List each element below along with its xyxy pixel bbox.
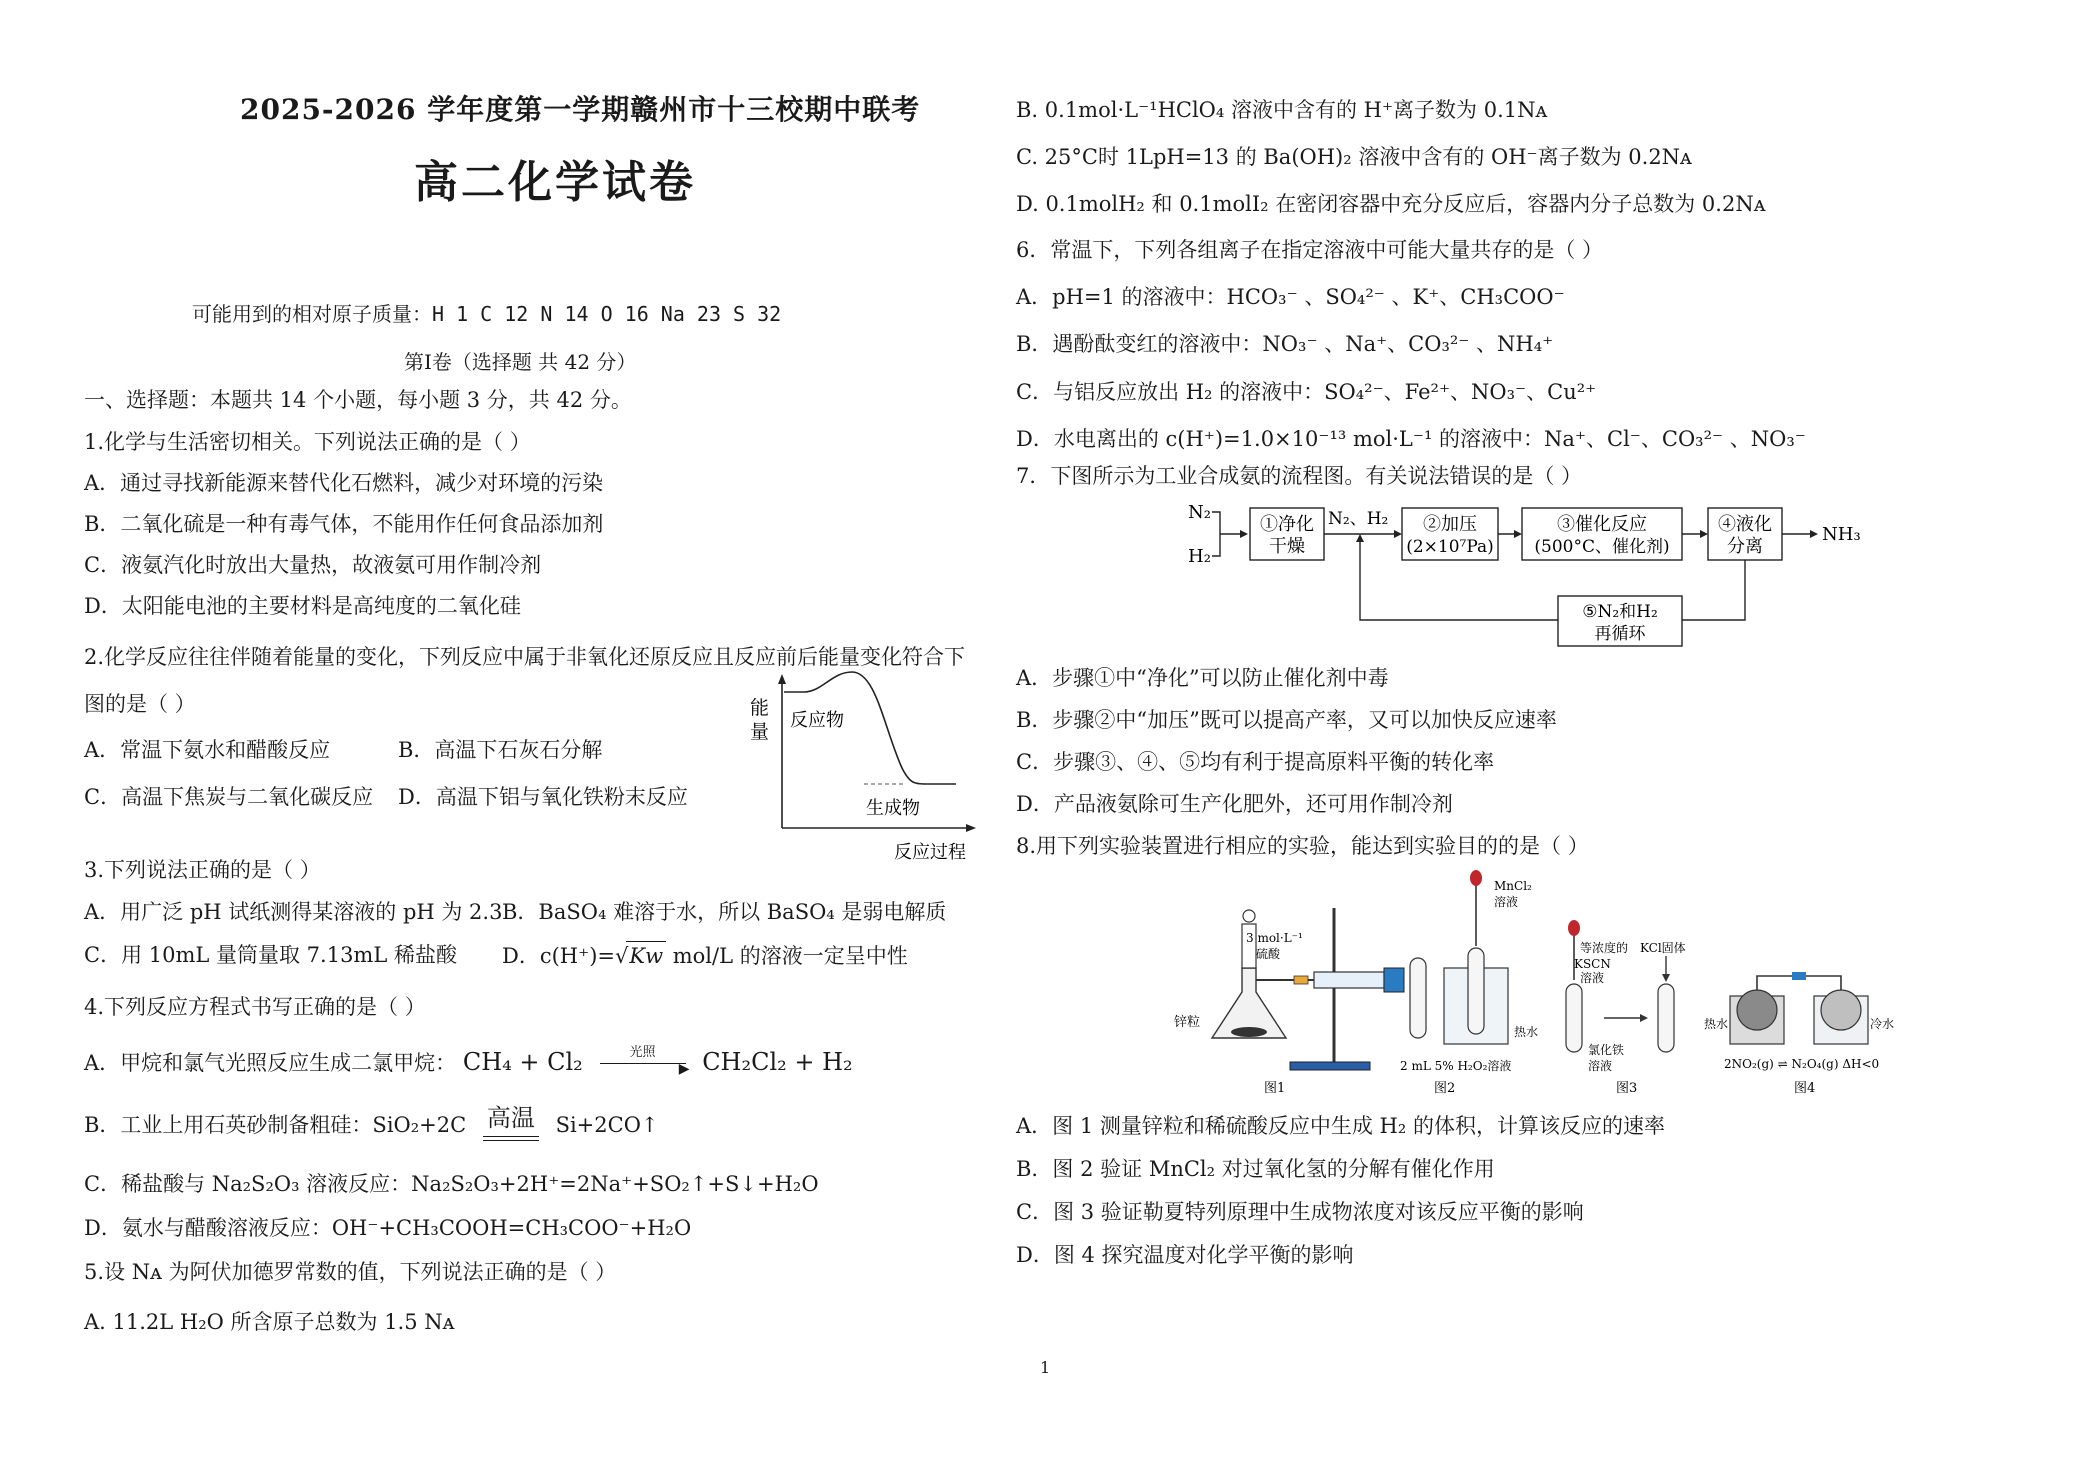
q4-b-suffix: Si+2CO↑ [555, 1113, 659, 1137]
equals-bar [483, 1136, 539, 1141]
fig4-cold-water: 冷水 [1870, 1017, 1895, 1031]
y-axis-arrow-icon [778, 674, 786, 684]
arrow-icon [1700, 530, 1708, 538]
q2-stem-line2: 图的是（ ） [84, 692, 196, 716]
q7-stem: 7．下图所示为工业合成氨的流程图。有关说法错误的是（ ） [1016, 464, 1583, 488]
part1-title: 第Ⅰ卷（选择题 共 42 分） [404, 350, 637, 374]
energy-diagram [744, 668, 984, 864]
fig1-zinc: 锌粒 [1174, 1015, 1201, 1030]
q4-a-prefix: A．甲烷和氯气光照反应生成二氯甲烷： [84, 1051, 457, 1075]
q4-a-condition: 光照 [629, 1045, 656, 1060]
q7-option-b: B．步骤②中“加压”既可以提高产率，又可以加快反应速率 [1016, 708, 1557, 732]
q5-stem: 5.设 Nᴀ 为阿伏加德罗常数的值，下列说法正确的是（ ） [84, 1260, 617, 1284]
flow-box-1-line2: 干燥 [1269, 536, 1305, 557]
q1-option-c: C．液氨汽化时放出大量热，故液氨可用作制冷剂 [84, 553, 542, 577]
q8-option-d: D．图 4 探究温度对化学平衡的影响 [1016, 1243, 1354, 1267]
subject-title: 高二化学试卷 [414, 157, 696, 208]
arrow-icon [1810, 530, 1818, 538]
atomic-masses: 可能用到的相对原子质量：H 1 C 12 N 14 O 16 Na 23 S 32 [192, 302, 782, 326]
fig2-mncl2-solution: 溶液 [1494, 895, 1519, 909]
fig1-acid: 硫酸 [1256, 947, 1281, 961]
q4-b-condition: 高温 [486, 1104, 535, 1132]
y-label-2: 量 [750, 721, 770, 743]
q5-option-a: A. 11.2L H₂O 所含原子总数为 1.5 Nᴀ [84, 1310, 455, 1334]
q4-option-d: D．氨水与醋酸溶液反应：OH⁻+CH₃COOH=CH₃COO⁻+H₂O [84, 1216, 692, 1240]
q5-option-c: C. 25°C时 1LpH=13 的 Ba(OH)₂ 溶液中含有的 OH⁻离子数为 0.2Nᴀ [1016, 145, 1692, 169]
fig3-fecl3-2: 溶液 [1588, 1059, 1613, 1073]
arrow-icon [1514, 530, 1522, 538]
test-tube-left [1410, 958, 1426, 1038]
q3-d-root: Kw [626, 941, 666, 970]
flow-box-4-line2: 分离 [1727, 536, 1763, 557]
fig3-kscn-3: 溶液 [1580, 971, 1605, 985]
q7-option-a: A．步骤①中“净化”可以防止催化剂中毒 [1016, 666, 1389, 690]
arrow-icon [1394, 530, 1402, 538]
q3-option-d [502, 941, 908, 970]
flow-output: NH₃ [1822, 524, 1861, 545]
fig3-kcl: KCl固体 [1640, 941, 1686, 955]
fig2-mncl2: MnCl₂ [1494, 879, 1532, 893]
q7-option-d: D．产品液氨除可生产化肥外，还可用作制冷剂 [1016, 792, 1453, 816]
flow-box-1-line1: ①净化 [1260, 514, 1314, 535]
q8-stem: 8.用下列实验装置进行相应的实验，能达到实验目的的是（ ） [1016, 834, 1589, 858]
q1-option-d: D．太阳能电池的主要材料是高纯度的二氧化硅 [84, 594, 521, 618]
arrow-icon [1240, 530, 1248, 538]
fig3-kscn-2: KSCN [1574, 957, 1611, 971]
q2-stem-line1: 2.化学反应往往伴随着能量的变化，下列反应中属于非氧化还原反应且反应前后能量变化符合下 [84, 645, 966, 669]
fig3-dropper-bulb [1568, 920, 1580, 936]
q6-option-b: B．遇酚酞变红的溶液中：NO₃⁻ 、Na⁺、CO₃²⁻ 、NH₄⁺ [1016, 332, 1554, 356]
fig3-caption: 图3 [1616, 1081, 1638, 1096]
flow-input-h2: H₂ [1188, 546, 1211, 567]
q4-option-a [84, 1045, 853, 1077]
q6-stem: 6．常温下，下列各组离子在指定溶液中可能大量共存的是（ ） [1016, 238, 1604, 262]
experiment-figures [1164, 868, 1895, 1104]
q2-option-d: D．高温下铝与氧化铁粉末反应 [398, 785, 688, 809]
flow-box-2-line2: (2×10⁷Pa) [1406, 537, 1494, 557]
q4-a-lhs: CH₄ + Cl₂ [462, 1048, 583, 1076]
syringe [1314, 972, 1384, 988]
fig1-caption: 图1 [1264, 1081, 1286, 1096]
q8-option-b: B．图 2 验证 MnCl₂ 对过氧化氢的分解有催化作用 [1016, 1157, 1495, 1181]
q8-option-a: A．图 1 测量锌粒和稀硫酸反应中生成 H₂ 的体积，计算该反应的速率 [1016, 1114, 1665, 1138]
section1-heading: 一、选择题：本题共 14 个小题，每小题 3 分，共 42 分。 [84, 388, 632, 412]
q4-a-rhs: CH₂Cl₂ + H₂ [702, 1048, 853, 1076]
q4-option-c: C．稀盐酸与 Na₂S₂O₃ 溶液反应：Na₂S₂O₃+2H⁺=2Na⁺+SO₂↑+S↓+H₂O [84, 1172, 819, 1196]
q4-stem: 4.下列反应方程式书写正确的是（ ） [84, 995, 426, 1019]
fig2-h2o2: 2 mL 5% H₂O₂溶液 [1400, 1059, 1512, 1073]
flow-box-2-line1: ②加压 [1423, 514, 1477, 535]
q4-b-condition-box [483, 1104, 539, 1139]
q2-option-c: C．高温下焦炭与二氧化碳反应 [84, 785, 374, 809]
flow-box-4-line1: ④液化 [1718, 514, 1772, 535]
q3-stem: 3.下列说法正确的是（ ） [84, 858, 321, 882]
q4-b-prefix: B．工业上用石英砂制备粗硅：SiO₂+2C [84, 1113, 467, 1137]
fig1-acid-conc: 3 mol·L⁻¹ [1246, 931, 1303, 945]
figure-4-apparatus [1704, 972, 1894, 1096]
fig4-hot-water: 热水 [1704, 1017, 1729, 1031]
reactants-label: 反应物 [790, 710, 844, 731]
q7-option-c: C．步骤③、④、⑤均有利于提高原料平衡的转化率 [1016, 750, 1495, 774]
y-label-1: 能 [750, 697, 770, 719]
iron-stand-base [1290, 1062, 1370, 1070]
zinc-granules [1231, 1027, 1267, 1037]
flow-box-5-line2: 再循环 [1594, 624, 1646, 644]
q3-option-b: B．BaSO₄ 难溶于水，所以 BaSO₄ 是弱电解质 [502, 900, 947, 924]
q6-option-c: C．与铝反应放出 H₂ 的溶液中：SO₄²⁻、Fe²⁺、NO₃⁻、Cu²⁺ [1016, 380, 1597, 404]
q2-option-a: A．常温下氨水和醋酸反应 [84, 738, 331, 762]
fig3-test-tube-2 [1658, 984, 1674, 1052]
flow-input-n2: N₂ [1188, 502, 1211, 523]
dropper-bulb [1470, 870, 1482, 886]
fig2-caption: 图2 [1434, 1081, 1456, 1096]
fig4-caption: 图4 [1794, 1081, 1816, 1096]
q5-option-d: D. 0.1molH₂ 和 0.1molI₂ 在密闭容器中充分反应后，容器内分子总数为 0.2Nᴀ [1016, 192, 1766, 216]
test-tube-right [1468, 948, 1484, 1034]
q3-option-a: A．用广泛 pH 试纸测得某溶液的 pH 为 2.3 [84, 900, 503, 924]
products-label: 生成物 [866, 798, 920, 819]
page-number: 1 [1040, 1358, 1051, 1377]
fig3-fecl3-1: 氯化铁 [1588, 1043, 1625, 1057]
figure-2-apparatus [1400, 870, 1538, 1096]
q3-option-c: C．用 10mL 量筒量取 7.13mL 稀盐酸 [84, 943, 457, 967]
figure-3-apparatus [1566, 920, 1686, 1096]
q8-option-c: C．图 3 验证勒夏特列原理中生成物浓度对该反应平衡的影响 [1016, 1200, 1584, 1224]
q1-option-b: B．二氧化硫是一种有毒气体，不能用作任何食品添加剂 [84, 512, 604, 536]
flow-box-3-line1: ③催化反应 [1557, 514, 1647, 535]
syringe-plunger [1384, 968, 1404, 992]
q3-d-prefix: D．c(H⁺)= [502, 944, 615, 968]
figure-1-apparatus [1174, 908, 1404, 1096]
arrow-head-icon: ▶ [678, 1061, 690, 1077]
sqrt-icon: √ [614, 944, 629, 968]
fig4-clip [1792, 972, 1806, 980]
q6-option-d: D．水电离出的 c(H⁺)=1.0×10⁻¹³ mol·L⁻¹ 的溶液中：Na⁺、Cl⁻、CO₃²⁻ 、NO₃⁻ [1016, 427, 1806, 451]
q4-option-b [84, 1104, 659, 1139]
fig3-test-tube-1 [1566, 984, 1582, 1052]
flow-box-5-line1: ⑤N₂和H₂ [1582, 602, 1658, 622]
ammonia-flow-chart [1180, 496, 1870, 652]
q4-a-arrow [600, 1045, 690, 1077]
arrow-icon [1662, 974, 1670, 982]
q1-option-a: A．通过寻找新能源来替代化石燃料，减少对环境的污染 [84, 471, 604, 495]
flow-mid-label: N₂、H₂ [1328, 509, 1389, 529]
q6-option-a: A．pH=1 的溶液中：HCO₃⁻ 、SO₄²⁻ 、K⁺、CH₃COO⁻ [1016, 285, 1565, 309]
fig4-equation: 2NO₂(g) ⇌ N₂O₄(g) ΔH<0 [1724, 1057, 1880, 1071]
fig2-hot-water: 热水 [1514, 1025, 1539, 1039]
fig4-flask-left [1737, 990, 1777, 1030]
q5-option-b: B. 0.1mol·L⁻¹HClO₄ 溶液中含有的 H⁺离子数为 0.1Nᴀ [1016, 98, 1548, 122]
x-axis-arrow-icon [966, 824, 976, 832]
q2-option-b: B．高温下石灰石分解 [398, 738, 603, 762]
arrow-icon [1356, 534, 1364, 542]
fig3-kscn-1: 等浓度的 [1580, 941, 1629, 955]
arrow-icon [1640, 1014, 1648, 1022]
x-label: 反应过程 [894, 842, 966, 863]
q1-stem: 1.化学与生活密切相关。下列说法正确的是（ ） [84, 430, 531, 454]
rubber-tube [1294, 976, 1308, 984]
q3-d-suffix: mol/L 的溶液一定呈中性 [666, 944, 908, 968]
fig4-flask-right [1821, 990, 1861, 1030]
flow-box-3-line2: (500°C、催化剂) [1534, 537, 1670, 557]
exam-title: 2025-2026 学年度第一学期赣州市十三校期中联考 [240, 93, 921, 126]
